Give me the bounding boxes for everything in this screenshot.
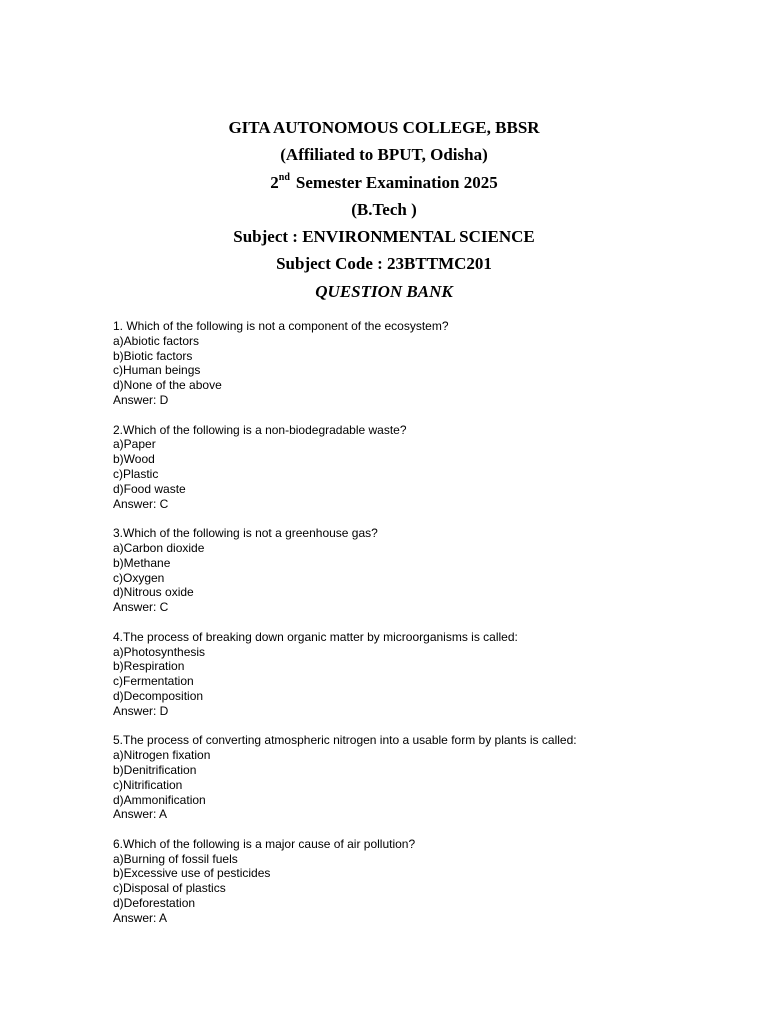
- answer-key: Answer: C: [113, 600, 169, 615]
- subject-name: Subject : ENVIRONMENTAL SCIENCE: [233, 227, 535, 247]
- answer-option: b)Wood: [113, 452, 155, 467]
- answer-option: a)Carbon dioxide: [113, 540, 205, 555]
- answer-option: d)Food waste: [113, 481, 186, 496]
- answer-option: c)Fermentation: [113, 674, 194, 689]
- answer-option: c)Oxygen: [113, 570, 165, 585]
- answer-option: d)Nitrous oxide: [113, 585, 194, 600]
- answer-option: c)Human beings: [113, 363, 201, 378]
- question-item: [113, 733, 733, 822]
- question-text: 1. Which of the following is not a component of the ecosystem?: [113, 319, 449, 333]
- answer-option: b)Denitrification: [113, 762, 197, 777]
- document-type-title: QUESTION BANK: [315, 281, 453, 301]
- answer-option: b)Respiration: [113, 659, 185, 674]
- semester-suffix: nd: [278, 171, 290, 183]
- answer-option: b)Methane: [113, 555, 171, 570]
- question-item: [113, 837, 733, 926]
- answer-option: d)None of the above: [113, 378, 222, 393]
- answer-option: a)Abiotic factors: [113, 333, 200, 348]
- answer-option: b)Biotic factors: [113, 348, 193, 363]
- answer-key: Answer: C: [113, 496, 169, 511]
- question-text: 4.The process of breaking down organic matter by microorganisms is called:: [113, 629, 518, 644]
- answer-option: b)Excessive use of pesticides: [113, 866, 271, 881]
- question-text: 2.Which of the following is a non-biodegradable waste?: [113, 422, 407, 437]
- question-list: [113, 319, 733, 940]
- answer-option: d)Decomposition: [113, 688, 204, 703]
- question-item: [113, 526, 733, 615]
- answer-option: d)Deforestation: [113, 896, 196, 911]
- answer-option: c)Nitrification: [113, 777, 183, 792]
- question-item: [113, 423, 733, 512]
- course-name: (B.Tech ): [351, 199, 417, 219]
- question-item: [113, 630, 733, 719]
- semester-title: [0, 169, 768, 196]
- subject-code: Subject Code : 23BTTMC201: [276, 254, 492, 274]
- semester-text: Semester Examination 2025: [295, 172, 498, 192]
- answer-option: a)Photosynthesis: [113, 644, 206, 659]
- answer-key: Answer: A: [113, 807, 168, 822]
- question-text: 5.The process of converting atmospheric nitrogen into a usable form by plants is called:: [113, 733, 577, 748]
- document-header: [0, 114, 768, 305]
- affiliation: (Affiliated to BPUT, Odisha): [280, 145, 488, 165]
- answer-key: Answer: A: [113, 910, 168, 925]
- answer-option: d)Ammonification: [113, 792, 206, 807]
- answer-option: c)Disposal of plastics: [113, 881, 226, 896]
- question-item: [113, 319, 733, 408]
- answer-key: Answer: D: [113, 703, 169, 718]
- answer-key: Answer: D: [113, 392, 169, 407]
- question-text: 3.Which of the following is not a greenhouse gas?: [113, 526, 378, 541]
- answer-option: a)Nitrogen fixation: [113, 748, 211, 763]
- answer-option: c)Plastic: [113, 466, 159, 481]
- question-text: 6.Which of the following is a major cause of air pollution?: [113, 836, 416, 851]
- semester-number: 2: [270, 172, 279, 192]
- college-name: GITA AUTONOMOUS COLLEGE, BBSR: [228, 118, 540, 137]
- answer-option: a)Paper: [113, 437, 156, 452]
- answer-option: a)Burning of fossil fuels: [113, 851, 238, 866]
